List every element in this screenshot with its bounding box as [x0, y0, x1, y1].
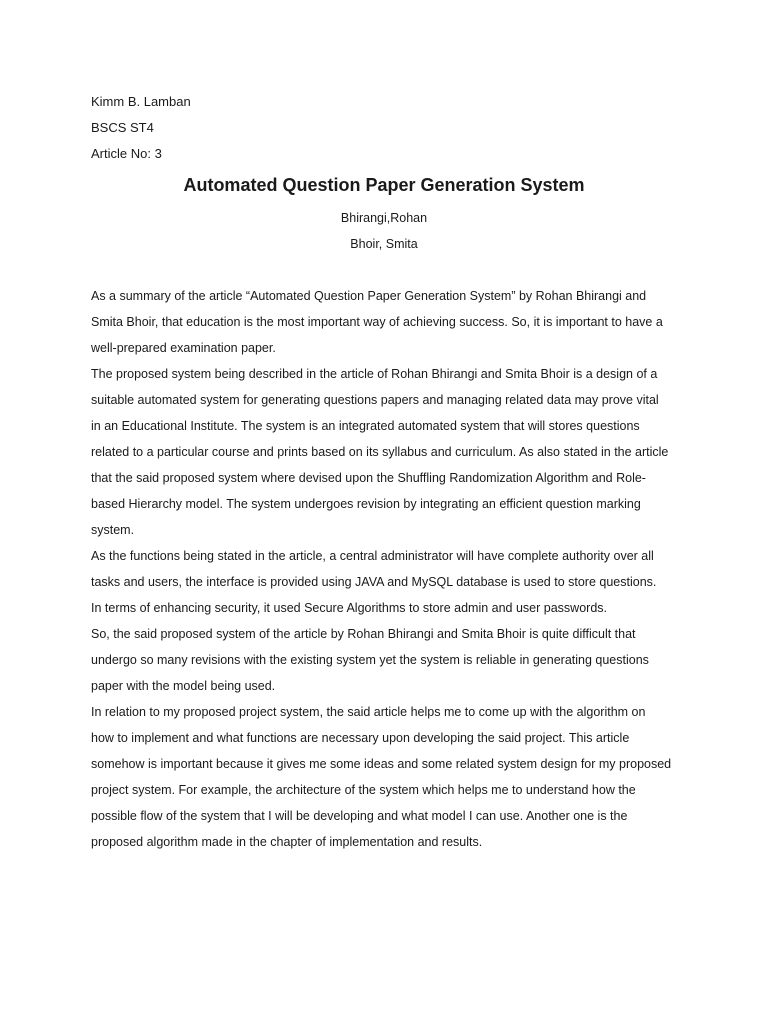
- body-line: that the said proposed system where devised upon the Shuffling Randomization Algorithm and Role-: [91, 471, 646, 485]
- author-name: Kimm B. Lamban: [91, 94, 191, 109]
- body-line: In terms of enhancing security, it used Secure Algorithms to store admin and user passwords.: [91, 601, 607, 615]
- body-line: Smita Bhoir, that education is the most important way of achieving success. So, it is important to have a: [91, 315, 663, 329]
- body-line: in an Educational Institute. The system is an integrated automated system that will stores questions: [91, 419, 640, 433]
- body-line: In relation to my proposed project system, the said article helps me to come up with the algorithm on: [91, 705, 646, 719]
- body-line: As the functions being stated in the article, a central administrator will have complete authority over all: [91, 549, 654, 563]
- body-line: paper with the model being used.: [91, 679, 276, 693]
- body-line: The proposed system being described in the article of Rohan Bhirangi and Smita Bhoir is a design of a: [91, 367, 658, 381]
- article-number: Article No: 3: [91, 146, 162, 161]
- article-author-2: Bhoir, Smita: [350, 237, 418, 251]
- body-line: somehow is important because it gives me some ideas and some related system design for my proposed: [91, 757, 672, 771]
- body-line: project system. For example, the architecture of the system which helps me to understand how the: [91, 783, 636, 797]
- document-title: Automated Question Paper Generation System: [183, 175, 585, 195]
- body-line: how to implement and what functions are necessary upon developing the said project. This article: [91, 731, 630, 745]
- body-line: tasks and users, the interface is provided using JAVA and MySQL database is used to store questions.: [91, 575, 657, 589]
- body-line: possible flow of the system that I will be developing and what model I can use. Another one is the: [91, 809, 628, 823]
- body-line: proposed algorithm made in the chapter of implementation and results.: [91, 835, 483, 849]
- course-section: BSCS ST4: [91, 120, 154, 135]
- body-line: As a summary of the article “Automated Question Paper Generation System” by Rohan Bhirangi and: [91, 289, 647, 303]
- body-line: undergo so many revisions with the existing system yet the system is reliable in generating questions: [91, 653, 649, 667]
- body-line: system.: [91, 523, 135, 537]
- body-line: So, the said proposed system of the article by Rohan Bhirangi and Smita Bhoir is quite difficult that: [91, 627, 636, 641]
- body-line: well-prepared examination paper.: [91, 341, 276, 355]
- body-line: suitable automated system for generating questions papers and managing related data may prove vital: [91, 393, 659, 407]
- article-author-1: Bhirangi,Rohan: [340, 211, 428, 225]
- summary-body: [91, 287, 691, 859]
- body-line: related to a particular course and prints based on its syllabus and curriculum. As also stated in the article: [91, 445, 669, 459]
- body-line: based Hierarchy model. The system undergoes revision by integrating an efficient question marking: [91, 497, 641, 511]
